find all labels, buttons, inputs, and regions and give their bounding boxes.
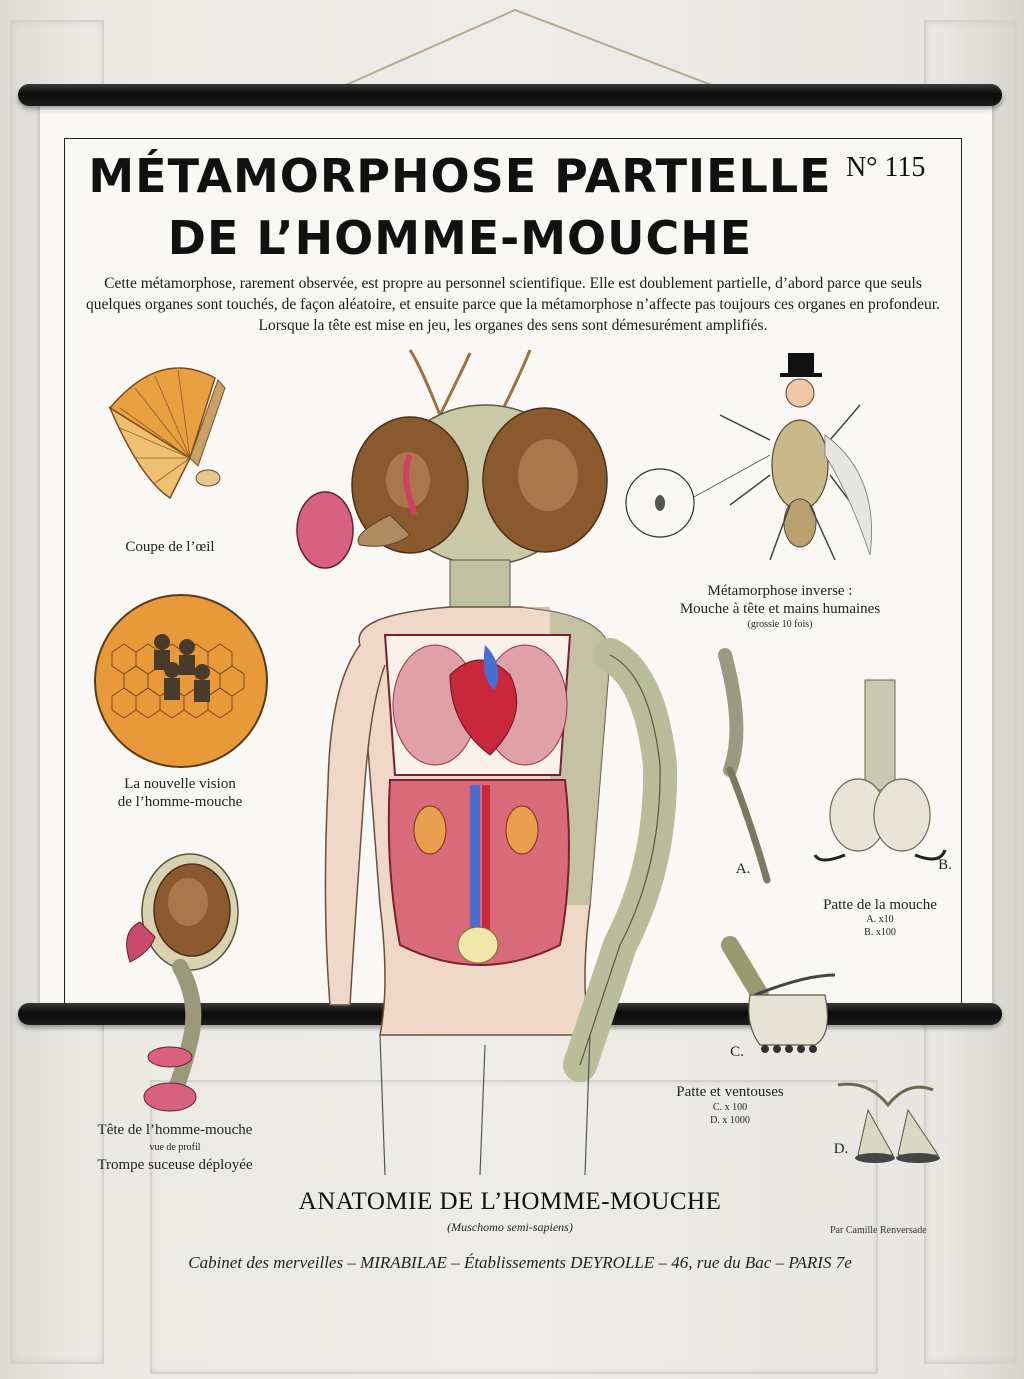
caption-head-profile-2: vue de profil (149, 1142, 201, 1153)
caption-leg-b-scale: B. x100 (864, 927, 896, 938)
label-b: B. (938, 857, 952, 873)
label-a: A. (735, 861, 751, 877)
compound-vision-illustration (92, 592, 270, 770)
anatomy-title: ANATOMIE DE L’HOMME-MOUCHE (298, 1188, 722, 1215)
caption-new-vision-1: La nouvelle vision (124, 776, 236, 792)
caption-suckers-d-scale: D. x 1000 (710, 1115, 750, 1126)
caption-leg-a-scale: A. x10 (866, 914, 894, 925)
intro-paragraph: Cette métamorphose, rarement observée, est propre au personnel scientifique. Elle est doublement partielle, d’abord parce que seuls quelques organes sont touchés, de façon aléatoire, et ensuite parce que la métamorphose n’affecte pas toujours ces organes en profondeur. Lorsque la tête est mise en jeu, les organes des sens sont démesurément amplifiés. (86, 275, 940, 334)
caption-head-profile-3: Trompe suceuse déployée (97, 1157, 253, 1173)
inverse-metamorphosis-illustration (620, 345, 890, 575)
caption-head-profile-1: Tête de l’homme-mouche (97, 1122, 253, 1138)
fly-leg-a-illustration (705, 650, 785, 890)
fly-head-profile-illustration (110, 852, 250, 1122)
publisher-footer: Cabinet des merveilles – MIRABILAE – Établissements DEYROLLE – 46, rue du Bac – PARIS 7e (188, 1253, 852, 1272)
caption-inverse-3: (grossie 10 fois) (747, 619, 813, 630)
label-d: D. (833, 1141, 849, 1157)
anatomy-subtitle: (Muschomo semi-sapiens) (447, 1220, 573, 1234)
caption-eye-section: Coupe de l’œil (125, 539, 215, 555)
chart-title-line1: MÉTAMORPHOSE PARTIELLE (88, 149, 832, 203)
chart-title-line2: DE L’HOMME-MOUCHE (167, 211, 753, 265)
caption-suckers-c-scale: C. x 100 (712, 1102, 748, 1113)
caption-suckers-title: Patte et ventouses (676, 1084, 784, 1100)
caption-new-vision-2: de l’homme-mouche (117, 794, 243, 810)
top-hanging-rod (18, 84, 1002, 106)
fly-leg-b-illustration (810, 675, 950, 875)
chart-number: N° 115 (846, 152, 926, 183)
author-credit: Par Camille Renversade (830, 1225, 927, 1236)
caption-inverse-2: Mouche à tête et mains humaines (679, 601, 881, 617)
label-c: C. (730, 1044, 744, 1060)
caption-leg-title: Patte de la mouche (823, 897, 937, 913)
caption-inverse-1: Métamorphose inverse : (707, 583, 853, 599)
eye-section-illustration (100, 348, 230, 528)
